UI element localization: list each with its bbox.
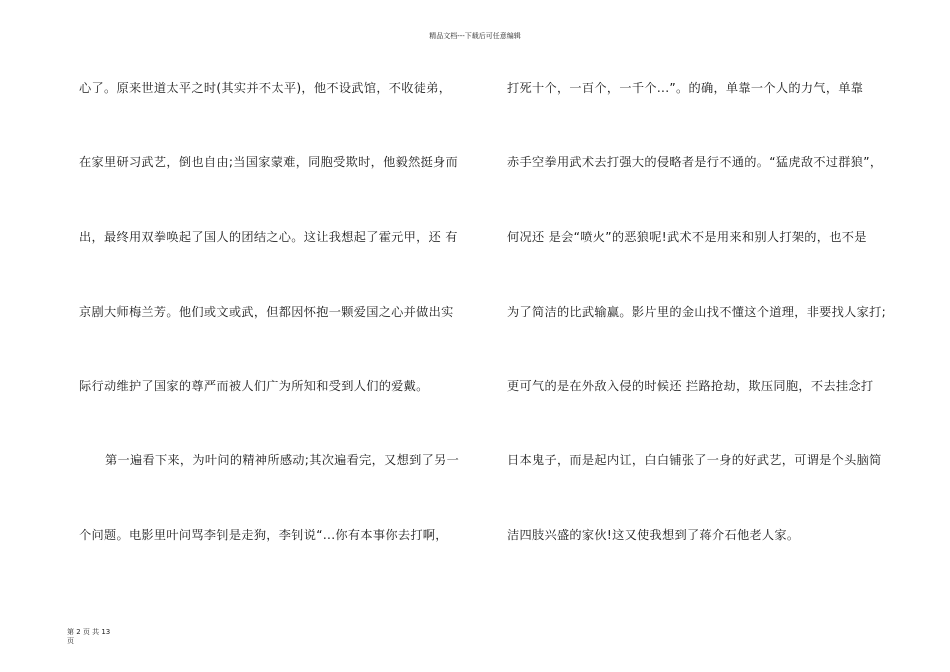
paragraph-line: 心了。原来世道太平之时(其实并不太平)，他不设武馆，不收徒弟，	[79, 81, 452, 95]
paragraph-line: 赤手空拳用武术去打强大的侵略者是行不通的。“猛虎敌不过群狼”，	[507, 155, 883, 169]
page-number	[67, 628, 127, 646]
paragraph-line: 第一遍看下来，为叶问的精神所感动;其次遍看完，又想到了另一	[105, 453, 460, 467]
paragraph-line: 洁四肢兴盛的家伙!这又使我想到了蒋介石他老人家。	[507, 528, 800, 542]
paragraph-line: 更可气的是在外敌入侵的时候还 拦路抢劫，欺压同胞，不去挂念打	[507, 379, 874, 393]
paragraph-line: 为了简洁的比武输赢。影片里的金山找不懂这个道理，非要找人家打;	[507, 305, 887, 319]
paragraph-line: 何况还 是会“喷火”的恶狼呢!武术不是用来和别人打架的，也不是	[507, 230, 867, 244]
page-header: 精品文档---下载后可任意编辑	[429, 32, 521, 40]
paragraph-line: 日本鬼子，而是起内讧，白白铺张了一身的好武艺，可谓是个头脑简	[507, 453, 882, 467]
paragraph-line: 出，最终用双拳唤起了国人的团结之心。这让我想起了霍元甲，还 有	[79, 230, 458, 244]
paragraph-line: 打死十个，一百个，一千个...”。的确，单靠一个人的力气，单靠	[507, 81, 864, 95]
page-number-text: 第 2 页 共 13	[67, 628, 111, 636]
paragraph-line: 京剧大师梅兰芳。他们或文或武，但都因怀抱一颗爱国之心并做出实	[79, 305, 454, 319]
paragraph-line: 在家里研习武艺，倒也自由;当国家蒙难，同胞受欺时，他毅然挺身而	[79, 155, 459, 169]
page-number-text-cont: 页	[67, 637, 74, 645]
paragraph-line: 际行动维护了国家的尊严而被人们广为所知和受到人们的爱戴。	[79, 379, 429, 393]
paragraph-line: 个问题。电影里叶问骂李钊是走狗，李钊说“...你有本事你去打啊，	[79, 528, 448, 542]
